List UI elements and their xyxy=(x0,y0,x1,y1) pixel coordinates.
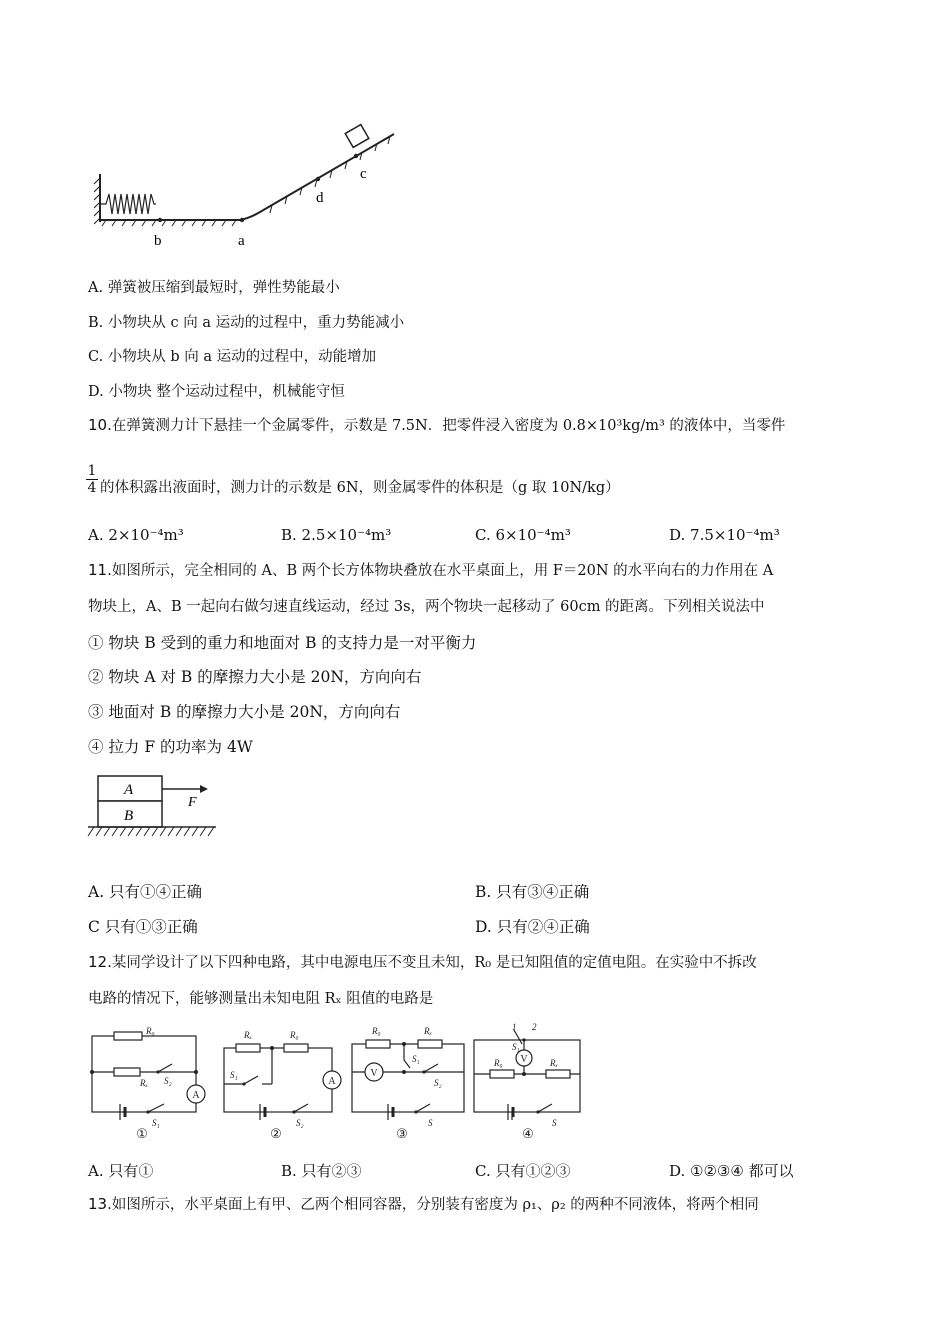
q11-number: 11. xyxy=(88,561,112,579)
label-a: a xyxy=(238,233,245,249)
q11-option-c: C 只有①③正确 xyxy=(88,918,198,936)
q9-option-b: B. 小物块从 c 向 a 运动的过程中，重力势能减小 xyxy=(88,315,405,331)
q12-option-b: B. 只有②③ xyxy=(281,1162,362,1180)
label-c: c xyxy=(360,166,367,182)
q10-option-c: C. 6×10⁻⁴m³ xyxy=(475,526,571,544)
c1-ammeter: A xyxy=(192,1090,200,1101)
c4-s-label: S xyxy=(552,1118,557,1128)
label-A: A xyxy=(124,782,134,798)
q10-line1 xyxy=(88,415,785,436)
block xyxy=(345,125,369,148)
q10-text1: 在弹簧测力计下悬挂一个金属零件，示数是 7.5N．把零件浸入密度为 0.8×10³kg/m³ 的液体中，当零件 xyxy=(111,418,786,434)
q11-option-d: D. 只有②④正确 xyxy=(475,918,590,936)
q11-text1: 如图所示，完全相同的 A、B 两个长方体物块叠放在水平桌面上，用 F＝20N 的水平向右的力作用在 A xyxy=(111,563,774,579)
c2-rx-label: Rₓ xyxy=(244,1030,253,1040)
q12-number: 12. xyxy=(88,953,112,971)
q10-fraction xyxy=(86,464,98,495)
c2-s2-label: S₂ xyxy=(296,1118,304,1128)
q11-option-a: A. 只有①④正确 xyxy=(88,883,203,901)
label-b: b xyxy=(154,233,162,249)
q11-statement-3: ③ 地面对 B 的摩擦力大小是 20N，方向向右 xyxy=(88,703,401,721)
label-F: F xyxy=(188,795,197,810)
q11-line2: 物块上，A、B 一起向右做匀速直线运动，经过 3s，两个物块一起移动了 60cm 的距离。下列相关说法中 xyxy=(88,599,765,615)
q9-option-d: D. 小物块 整个运动过程中，机械能守恒 xyxy=(88,384,345,400)
q12-line2: 电路的情况下，能够测量出未知电阻 Rₓ 阻值的电路是 xyxy=(88,991,434,1007)
label-B: B xyxy=(124,808,134,824)
q11-figure xyxy=(86,772,221,842)
c3-s2-label: S₂ xyxy=(434,1078,442,1088)
q10-option-a: A. 2×10⁻⁴m³ xyxy=(88,526,184,544)
c3-s-label: S xyxy=(428,1118,433,1128)
q12-option-d: D. ①②③④ 都可以 xyxy=(669,1162,794,1180)
c1-s1-label: S₁ xyxy=(152,1118,160,1128)
c1-s2-label: S₂ xyxy=(164,1076,172,1086)
c3-voltmeter: V xyxy=(370,1068,378,1079)
q12-option-a: A. 只有① xyxy=(88,1162,154,1180)
q10-number: 10. xyxy=(88,416,112,434)
c4-s1-label: S₁ xyxy=(512,1042,520,1052)
q12-option-c: C. 只有①②③ xyxy=(475,1162,571,1180)
c1-r0-label: R₀ xyxy=(146,1026,155,1036)
c4-voltmeter: V xyxy=(520,1054,528,1065)
c4-terminal-1: 1 xyxy=(512,1022,517,1032)
q11-statement-1: ① 物块 B 受到的重力和地面对 B 的支持力是一对平衡力 xyxy=(88,634,477,652)
c4-r0-label: R₀ xyxy=(494,1058,503,1068)
c2-s1-label: S₁ xyxy=(230,1070,238,1080)
q10-frac-den: 4 xyxy=(87,480,97,496)
q11-statement-2: ② 物块 A 对 B 的摩擦力大小是 20N，方向向右 xyxy=(88,668,422,686)
c3-rx-label: Rₓ xyxy=(424,1026,433,1036)
label-d: d xyxy=(316,190,324,206)
c1-rx-label: Rₓ xyxy=(140,1078,149,1088)
q12-circuits-figure xyxy=(84,1022,584,1144)
q13-number: 13. xyxy=(88,1195,112,1213)
circuit-2-label: ② xyxy=(270,1126,282,1141)
q13-line1 xyxy=(88,1194,759,1215)
q11-line1 xyxy=(88,560,773,581)
circuit-4-label: ④ xyxy=(522,1126,534,1141)
q11-statement-4: ④ 拉力 F 的功率为 4W xyxy=(88,738,253,756)
c2-ammeter: A xyxy=(328,1076,336,1087)
q10-frac-num: 1 xyxy=(87,463,97,479)
q11-option-b: B. 只有③④正确 xyxy=(475,883,590,901)
q10-line2: 的体积露出液面时，测力计的示数是 6N，则金属零件的体积是（g 取 10N/kg） xyxy=(100,480,620,496)
spring xyxy=(100,194,156,214)
c3-r0-label: R₀ xyxy=(372,1026,381,1036)
q13-text1: 如图所示，水平桌面上有甲、乙两个相同容器，分别装有密度为 ρ₁、ρ₂ 的两种不同液体，将两个相同 xyxy=(111,1197,759,1213)
q12-text1: 某同学设计了以下四种电路，其中电源电压不变且未知，R₀ 是已知阻值的定值电阻。在实验中不拆改 xyxy=(111,955,757,971)
q9-figure xyxy=(92,122,402,252)
q10-option-d: D. 7.5×10⁻⁴m³ xyxy=(669,526,780,544)
c4-rx-label: Rₓ xyxy=(550,1058,559,1068)
q9-option-c: C. 小物块从 b 向 a 运动的过程中，动能增加 xyxy=(88,349,377,365)
c2-r0-label: R₀ xyxy=(290,1030,299,1040)
c4-terminal-2: 2 xyxy=(532,1022,537,1032)
q12-line1 xyxy=(88,952,757,973)
q9-option-a: A. 弹簧被压缩到最短时，弹性势能最小 xyxy=(88,280,340,296)
c3-s1-label: S₁ xyxy=(412,1054,420,1064)
circuit-3-label: ③ xyxy=(396,1126,408,1141)
circuit-1-label: ① xyxy=(136,1126,148,1141)
q10-option-b: B. 2.5×10⁻⁴m³ xyxy=(281,526,392,544)
